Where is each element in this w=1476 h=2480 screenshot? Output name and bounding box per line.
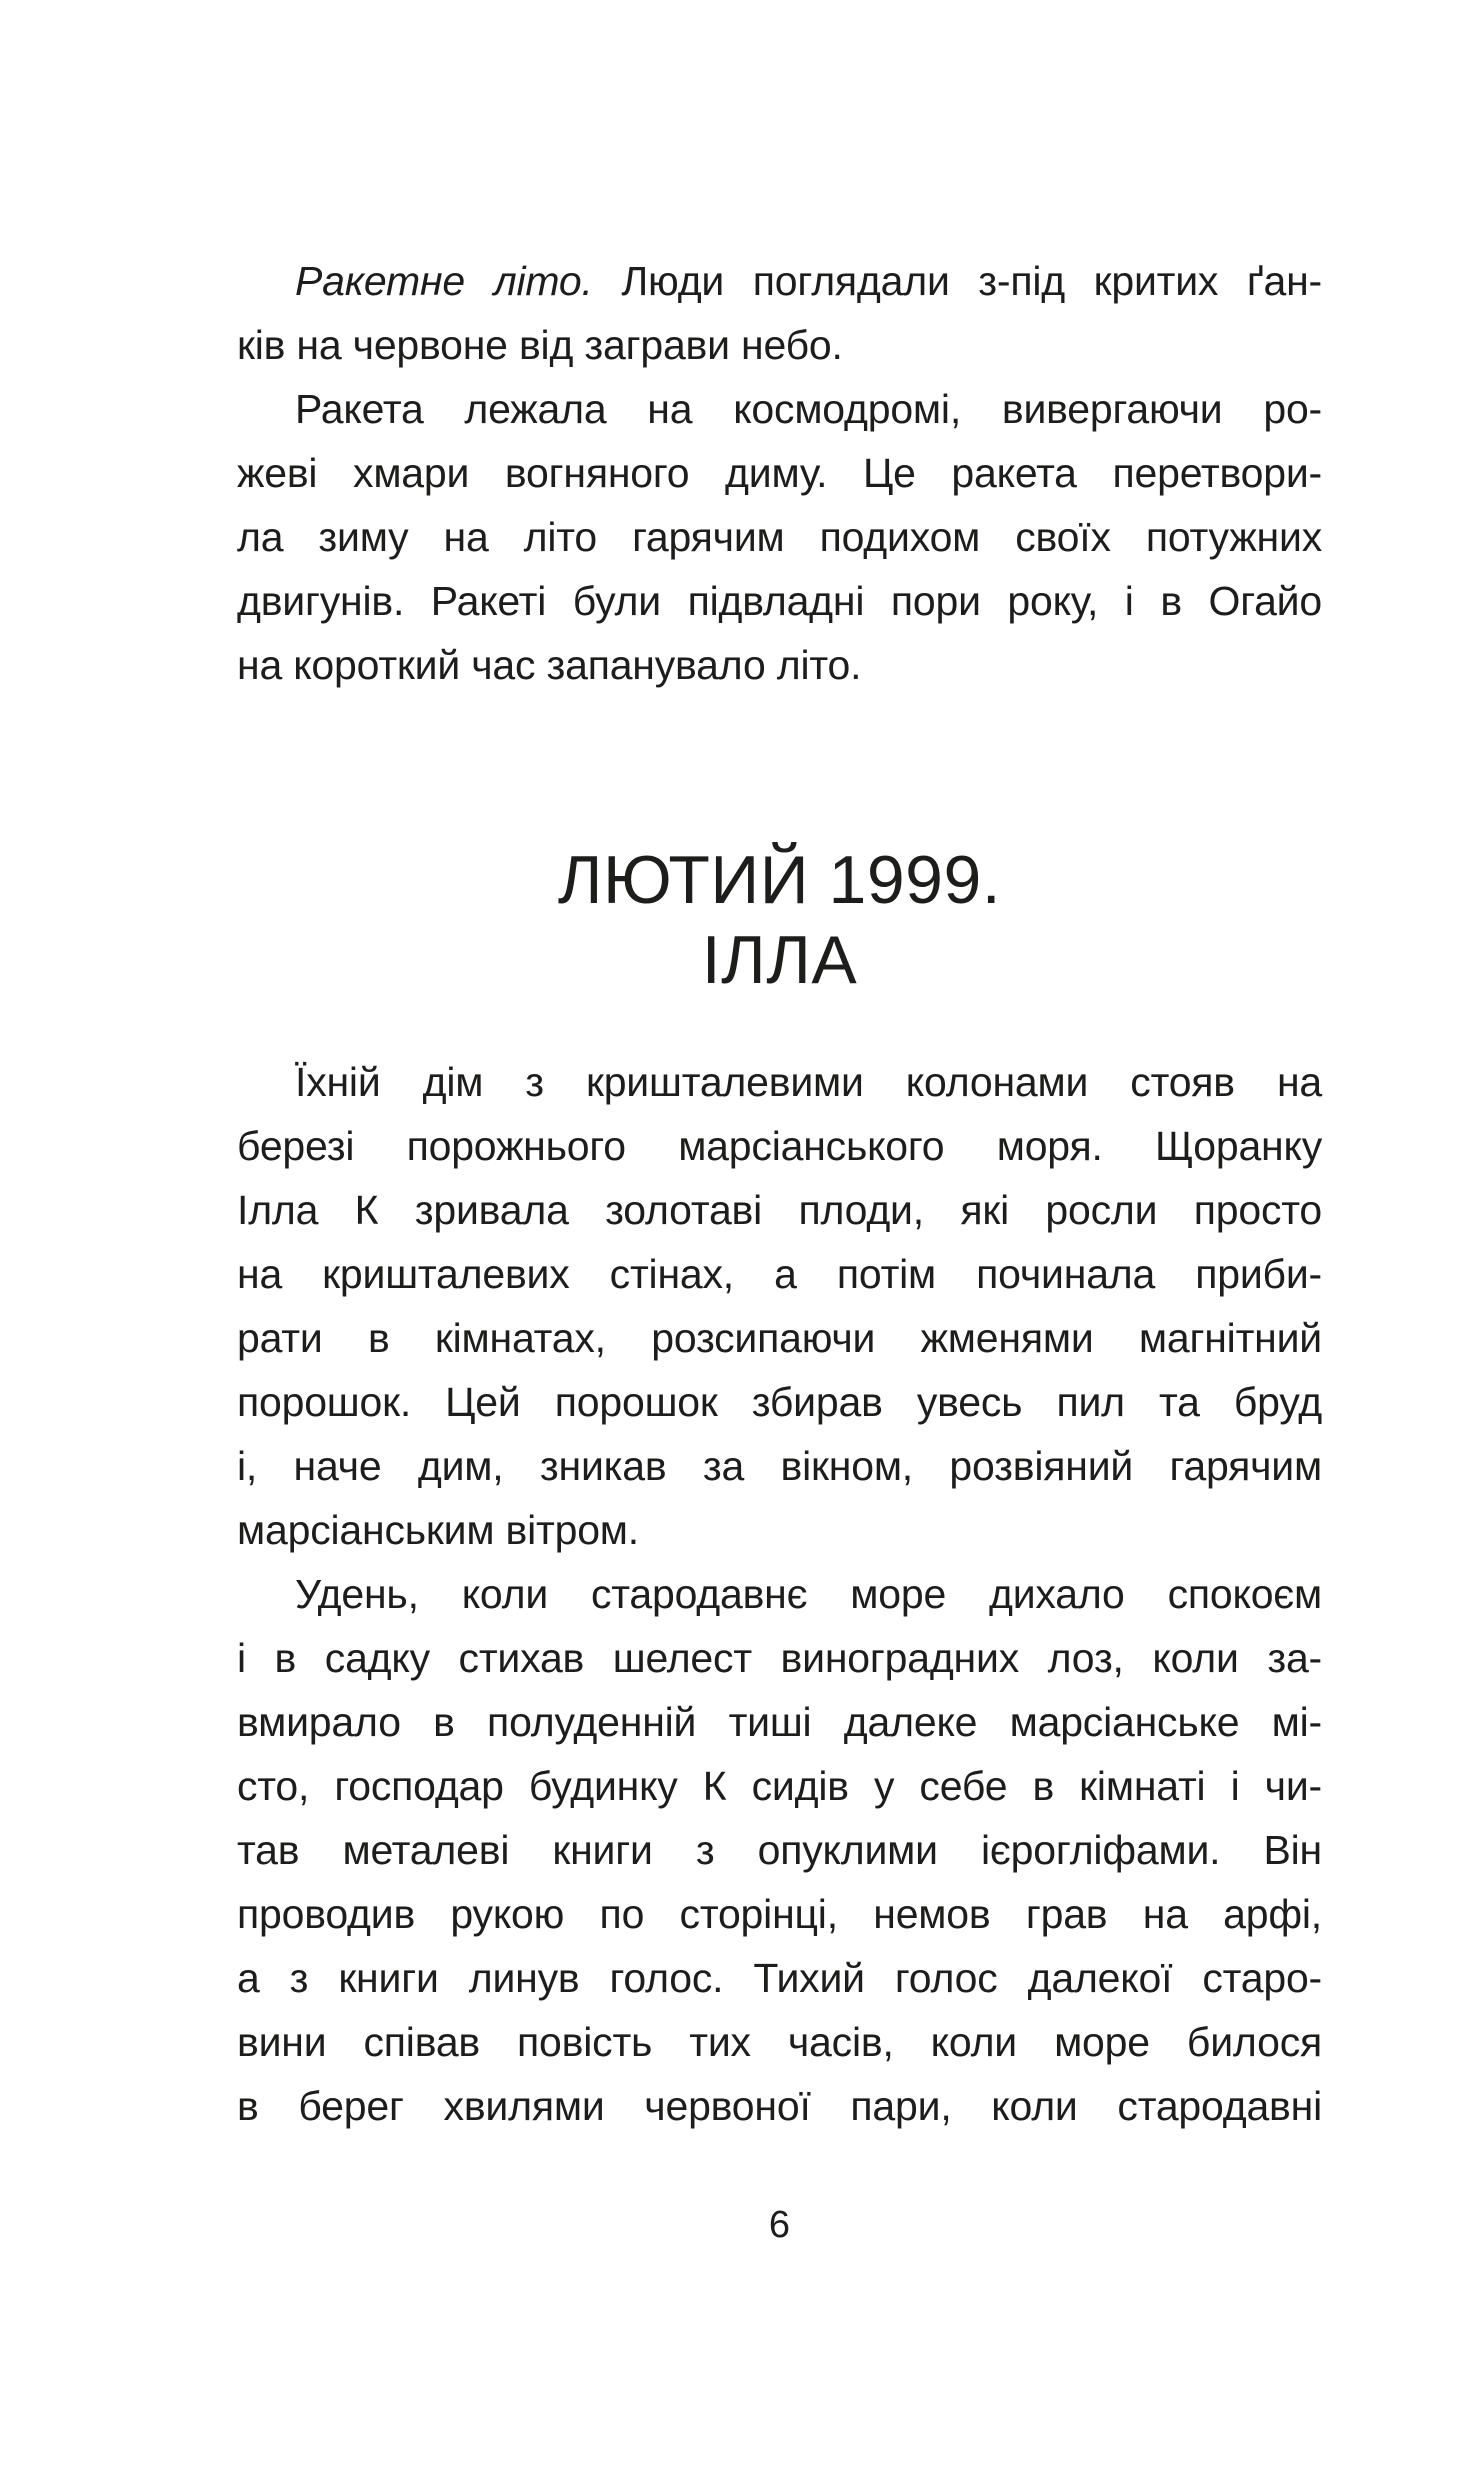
italic-lead-text: Ракетне літо.: [295, 258, 593, 304]
body-text-after-heading: [237, 1050, 1322, 2138]
text-line: ків на червоне від заграви небо.: [237, 322, 843, 368]
text-line: на кришталевих стінах, а потім починала приби-: [237, 1251, 1322, 1297]
text-line: ла зиму на літо гарячим подихом своїх потужних: [237, 514, 1322, 560]
body-text-before-heading: [237, 249, 1322, 697]
text-line: на короткий час запанувало літо.: [237, 642, 862, 688]
text-line: березі порожнього марсіанського моря. Щоранку: [237, 1123, 1322, 1169]
chapter-heading: [237, 840, 1322, 1000]
chapter-heading-line-2: ІЛЛА: [701, 922, 858, 998]
text-line: [237, 249, 1322, 313]
page-number: 6: [768, 2204, 791, 2246]
text-line: двигунів. Ракеті були підвладні пори року, і в Огайо: [237, 578, 1322, 624]
paragraph: [237, 249, 1322, 377]
text-column: [237, 249, 1322, 2138]
paragraph: [237, 1050, 1322, 1562]
text-line: рати в кімнатах, розсипаючи жменями магнітний: [237, 1315, 1322, 1361]
text-line: вмирало в полуденній тиші далеке марсіанське мі-: [237, 1699, 1322, 1745]
text-line: в берег хвилями червоної пари, коли стародавні: [237, 2083, 1322, 2129]
text-line: проводив рукою по сторінці, немов грав на арфі,: [237, 1891, 1322, 1937]
text-line: жеві хмари вогняного диму. Це ракета перетвори-: [237, 450, 1322, 496]
paragraph: [237, 377, 1322, 697]
text-line: і в садку стихав шелест виноградних лоз, коли за-: [237, 1635, 1322, 1681]
text-line: Їхній дім з кришталевими колонами стояв на: [295, 1059, 1322, 1105]
text-line: Ілла К зривала золотаві плоди, які росли просто: [237, 1187, 1322, 1233]
text-line: а з книги линув голос. Тихий голос далекої старо-: [237, 1955, 1322, 2001]
text-line: вини співав повість тих часів, коли море билося: [237, 2019, 1322, 2065]
paragraph: [237, 1562, 1322, 2138]
text-line: і, наче дим, зникав за вікном, розвіяний гарячим: [237, 1443, 1322, 1489]
text-line: тав металеві книги з опуклими ієрогліфами. Він: [237, 1827, 1322, 1873]
text-line: сто, господар будинку К сидів у себе в кімнаті і чи-: [237, 1763, 1322, 1809]
text-line: порошок. Цей порошок збирав увесь пил та бруд: [237, 1379, 1322, 1425]
text-line: марсіанським вітром.: [237, 1507, 639, 1553]
text-line: Удень, коли стародавнє море дихало спокоєм: [295, 1571, 1322, 1617]
text-line: Ракета лежала на космодромі, вивергаючи ро-: [295, 386, 1322, 432]
chapter-heading-line-1: ЛЮТИЙ 1999.: [557, 842, 1002, 918]
text-segment: Люди поглядали з-під критих ґан-: [592, 258, 1323, 304]
